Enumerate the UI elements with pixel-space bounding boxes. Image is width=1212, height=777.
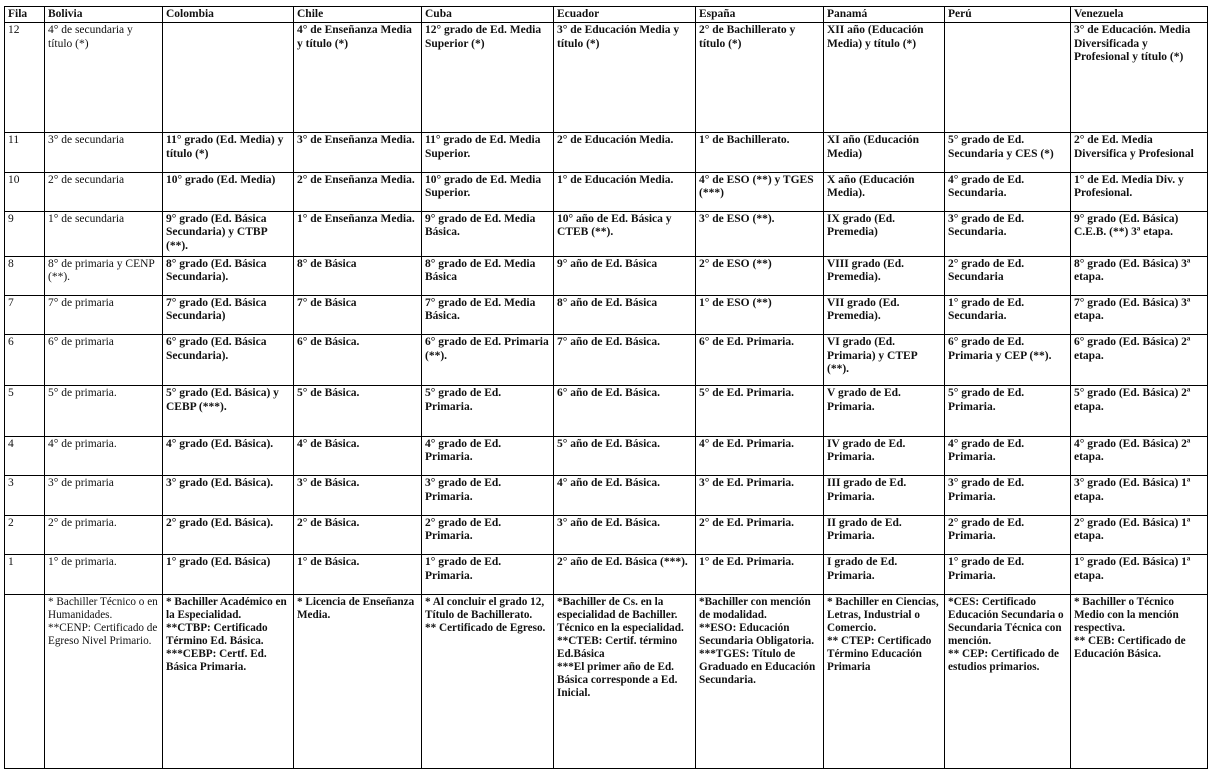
table-cell-bolivia: 5° de primaria. — [45, 386, 163, 437]
table-cell-cuba: 10° grado de Ed. Media Superior. — [422, 172, 554, 211]
table-cell-cuba: 5° grado de Ed. Primaria. — [422, 386, 554, 437]
table-cell-peru: 1° grado de Ed. Primaria. — [945, 555, 1071, 594]
row-number-cell: 1 — [5, 555, 45, 594]
table-cell-espana: 5° de Ed. Primaria. — [696, 386, 824, 437]
table-cell-chile: 3° de Enseñanza Media. — [294, 133, 422, 172]
table-cell-panama: III grado de Ed. Primaria. — [824, 476, 945, 515]
table-cell-espana: 6° de Ed. Primaria. — [696, 335, 824, 386]
table-cell-bolivia: 3° de secundaria — [45, 133, 163, 172]
table-cell-peru: 3° grado de Ed. Secundaria. — [945, 212, 1071, 257]
table-cell-cuba: 1° grado de Ed. Primaria. — [422, 555, 554, 594]
table-cell-bolivia: 3° de primaria — [45, 476, 163, 515]
table-cell-colombia: 1° grado (Ed. Básica) — [163, 555, 294, 594]
table-cell-chile: 3° de Básica. — [294, 476, 422, 515]
table-cell-chile: 5° de Básica. — [294, 386, 422, 437]
table-cell-venezuela: 4° grado (Ed. Básica) 2ª etapa. — [1071, 437, 1208, 476]
row-number-cell: 12 — [5, 23, 45, 133]
row-number-cell: 10 — [5, 172, 45, 211]
table-cell-venezuela: 2° de Ed. Media Diversifica y Profesional — [1071, 133, 1208, 172]
table-cell-espana: 2° de ESO (**) — [696, 256, 824, 295]
table-row — [5, 23, 1208, 133]
table-cell-ecuador: 4° año de Ed. Básica. — [554, 476, 696, 515]
table-cell-colombia: 5° grado (Ed. Básica) y CEBP (***). — [163, 386, 294, 437]
table-cell-cuba: 7° grado de Ed. Media Básica. — [422, 296, 554, 335]
column-header-peru: Perú — [945, 7, 1071, 23]
table-cell-peru: 4° grado de Ed. Primaria. — [945, 437, 1071, 476]
table-cell-panama: II grado de Ed. Primaria. — [824, 515, 945, 554]
table-cell-cuba: 3° grado de Ed. Primaria. — [422, 476, 554, 515]
table-cell-panama: I grado de Ed. Primaria. — [824, 555, 945, 594]
table-row — [5, 386, 1208, 437]
table-cell-peru — [945, 23, 1071, 133]
table-cell-ecuador: 3° de Educación Media y título (*) — [554, 23, 696, 133]
row-number-cell: 3 — [5, 476, 45, 515]
table-cell-cuba: 4° grado de Ed. Primaria. — [422, 437, 554, 476]
table-cell-espana: 4° de Ed. Primaria. — [696, 437, 824, 476]
table-cell-peru: 5° grado de Ed. Primaria. — [945, 386, 1071, 437]
table-cell-cuba: 11° grado de Ed. Media Superior. — [422, 133, 554, 172]
table-cell-ecuador: 3° año de Ed. Básica. — [554, 515, 696, 554]
table-cell-venezuela: 3° de Educación. Media Diversificada y Profesional y título (*) — [1071, 23, 1208, 133]
table-cell-chile: 4° de Enseñanza Media y título (*) — [294, 23, 422, 133]
table-cell-bolivia: 1° de primaria. — [45, 555, 163, 594]
table-cell-ecuador: 2° de Educación Media. — [554, 133, 696, 172]
table-row — [5, 133, 1208, 172]
table-cell-ecuador: 6° año de Ed. Básica. — [554, 386, 696, 437]
column-header-venezuela: Venezuela — [1071, 7, 1208, 23]
table-cell-ecuador: 7° año de Ed. Básica. — [554, 335, 696, 386]
row-number-cell: 4 — [5, 437, 45, 476]
table-cell-colombia: 11° grado (Ed. Media) y título (*) — [163, 133, 294, 172]
table-row — [5, 296, 1208, 335]
table-cell-espana: 4° de ESO (**) y TGES (***) — [696, 172, 824, 211]
table-cell-panama: XI año (Educación Media) — [824, 133, 945, 172]
table-cell-chile: 1° de Básica. — [294, 555, 422, 594]
table-cell-peru: 2° grado de Ed. Primaria. — [945, 515, 1071, 554]
note-cell-espana: *Bachiller con mención de modalidad. **ESO: Educación Secundaria Obligatoria. ***TGES: Título de Graduado en Educación Secundaria. — [696, 594, 824, 768]
table-row — [5, 476, 1208, 515]
column-header-panama: Panamá — [824, 7, 945, 23]
table-cell-bolivia: 7° de primaria — [45, 296, 163, 335]
table-row — [5, 335, 1208, 386]
note-cell-fila — [5, 594, 45, 768]
table-cell-venezuela: 2° grado (Ed. Básica) 1ª etapa. — [1071, 515, 1208, 554]
table-cell-cuba: 6° grado de Ed. Primaria (**). — [422, 335, 554, 386]
table-cell-espana: 3° de Ed. Primaria. — [696, 476, 824, 515]
table-cell-peru: 3° grado de Ed. Primaria. — [945, 476, 1071, 515]
table-cell-peru: 4° grado de Ed. Secundaria. — [945, 172, 1071, 211]
notes-row — [5, 594, 1208, 768]
table-cell-espana: 1° de ESO (**) — [696, 296, 824, 335]
column-header-fila: Fila — [5, 7, 45, 23]
table-cell-ecuador: 2° año de Ed. Básica (***). — [554, 555, 696, 594]
table-row — [5, 212, 1208, 257]
table-cell-panama: VII grado (Ed. Premedia). — [824, 296, 945, 335]
table-cell-espana: 3° de ESO (**). — [696, 212, 824, 257]
column-header-bolivia: Bolivia — [45, 7, 163, 23]
table-cell-chile: 8° de Básica — [294, 256, 422, 295]
table-cell-ecuador: 5° año de Ed. Básica. — [554, 437, 696, 476]
table-cell-venezuela: 5° grado (Ed. Básica) 2ª etapa. — [1071, 386, 1208, 437]
table-cell-ecuador: 9° año de Ed. Básica — [554, 256, 696, 295]
table-cell-panama: XII año (Educación Media) y título (*) — [824, 23, 945, 133]
row-number-cell: 6 — [5, 335, 45, 386]
table-cell-panama: IV grado de Ed. Primaria. — [824, 437, 945, 476]
table-cell-venezuela: 3° grado (Ed. Básica) 1ª etapa. — [1071, 476, 1208, 515]
column-header-espana: España — [696, 7, 824, 23]
table-cell-chile: 7° de Básica — [294, 296, 422, 335]
table-cell-colombia: 2° grado (Ed. Básica). — [163, 515, 294, 554]
table-cell-panama: VIII grado (Ed. Premedia). — [824, 256, 945, 295]
table-cell-venezuela: 7° grado (Ed. Básica) 3ª etapa. — [1071, 296, 1208, 335]
table-cell-colombia: 7° grado (Ed. Básica Secundaria) — [163, 296, 294, 335]
table-cell-peru: 6° grado de Ed. Primaria y CEP (**). — [945, 335, 1071, 386]
table-row — [5, 172, 1208, 211]
note-cell-ecuador: *Bachiller de Cs. en la especialidad de Bachiller. Técnico en la especialidad. **CTEB: Certif. término Ed.Básica ***El primer año de Ed. Básica corresponde a Ed. Inicial. — [554, 594, 696, 768]
table-cell-venezuela: 1° de Ed. Media Div. y Profesional. — [1071, 172, 1208, 211]
note-cell-panama: * Bachiller en Ciencias, Letras, Industrial o Comercio. ** CTEP: Certificado Término Educación Primaria — [824, 594, 945, 768]
table-cell-chile: 4° de Básica. — [294, 437, 422, 476]
row-number-cell: 9 — [5, 212, 45, 257]
table-cell-bolivia: 4° de primaria. — [45, 437, 163, 476]
table-cell-chile: 2° de Básica. — [294, 515, 422, 554]
table-cell-bolivia: 8° de primaria y CENP (**). — [45, 256, 163, 295]
row-number-cell: 2 — [5, 515, 45, 554]
note-cell-bolivia: * Bachiller Técnico o en Humanidades. **CENP: Certificado de Egreso Nivel Primario. — [45, 594, 163, 768]
table-row — [5, 515, 1208, 554]
table-cell-peru: 1° grado de Ed. Secundaria. — [945, 296, 1071, 335]
table-cell-ecuador: 8° año de Ed. Básica — [554, 296, 696, 335]
column-header-ecuador: Ecuador — [554, 7, 696, 23]
table-cell-chile: 2° de Enseñanza Media. — [294, 172, 422, 211]
column-header-colombia: Colombia — [163, 7, 294, 23]
table-cell-venezuela: 6° grado (Ed. Básica) 2ª etapa. — [1071, 335, 1208, 386]
table-cell-chile: 6° de Básica. — [294, 335, 422, 386]
table-cell-colombia: 3° grado (Ed. Básica). — [163, 476, 294, 515]
table-cell-espana: 1° de Bachillerato. — [696, 133, 824, 172]
table-cell-ecuador: 1° de Educación Media. — [554, 172, 696, 211]
row-number-cell: 11 — [5, 133, 45, 172]
row-number-cell: 7 — [5, 296, 45, 335]
table-cell-colombia: 6° grado (Ed. Básica Secundaria). — [163, 335, 294, 386]
table-cell-colombia: 10° grado (Ed. Media) — [163, 172, 294, 211]
table-cell-bolivia: 4° de secundaria y título (*) — [45, 23, 163, 133]
table-cell-ecuador: 10° año de Ed. Básica y CTEB (**). — [554, 212, 696, 257]
note-cell-cuba: * Al concluir el grado 12, Título de Bachillerato. ** Certificado de Egreso. — [422, 594, 554, 768]
table-cell-cuba: 12° grado de Ed. Media Superior (*) — [422, 23, 554, 133]
table-cell-bolivia: 6° de primaria — [45, 335, 163, 386]
table-cell-colombia — [163, 23, 294, 133]
education-levels-table — [4, 6, 1208, 769]
table-cell-cuba: 2° grado de Ed. Primaria. — [422, 515, 554, 554]
table-cell-venezuela: 1° grado (Ed. Básica) 1ª etapa. — [1071, 555, 1208, 594]
table-row — [5, 256, 1208, 295]
table-cell-venezuela: 8° grado (Ed. Básica) 3ª etapa. — [1071, 256, 1208, 295]
table-cell-colombia: 9° grado (Ed. Básica Secundaria) y CTBP (**). — [163, 212, 294, 257]
note-cell-chile: * Licencia de Enseñanza Media. — [294, 594, 422, 768]
table-cell-panama: IX grado (Ed. Premedia) — [824, 212, 945, 257]
table-cell-colombia: 8° grado (Ed. Básica Secundaria). — [163, 256, 294, 295]
table-cell-venezuela: 9° grado (Ed. Básica) C.E.B. (**) 3ª etapa. — [1071, 212, 1208, 257]
header-row — [5, 7, 1208, 23]
table-row — [5, 555, 1208, 594]
table-cell-panama: X año (Educación Media). — [824, 172, 945, 211]
note-cell-venezuela: * Bachiller o Técnico Medio con la mención respectiva. ** CEB: Certificado de Educación Básica. — [1071, 594, 1208, 768]
table-cell-panama: V grado de Ed. Primaria. — [824, 386, 945, 437]
column-header-cuba: Cuba — [422, 7, 554, 23]
row-number-cell: 5 — [5, 386, 45, 437]
table-cell-chile: 1° de Enseñanza Media. — [294, 212, 422, 257]
table-cell-bolivia: 2° de primaria. — [45, 515, 163, 554]
table-cell-colombia: 4° grado (Ed. Básica). — [163, 437, 294, 476]
table-row — [5, 437, 1208, 476]
table-cell-cuba: 8° grado de Ed. Media Básica — [422, 256, 554, 295]
column-header-chile: Chile — [294, 7, 422, 23]
table-cell-cuba: 9° grado de Ed. Media Básica. — [422, 212, 554, 257]
table-cell-panama: VI grado (Ed. Primaria) y CTEP (**). — [824, 335, 945, 386]
table-cell-espana: 1° de Ed. Primaria. — [696, 555, 824, 594]
note-cell-peru: *CES: Certificado Educación Secundaria o Secundaria Técnica con mención. ** CEP: Certificado de estudios primarios. — [945, 594, 1071, 768]
row-number-cell: 8 — [5, 256, 45, 295]
note-cell-colombia: * Bachiller Académico en la Especialidad. **CTBP: Certificado Término Ed. Básica. ***CEBP: Certf. Ed. Básica Primaria. — [163, 594, 294, 768]
table-cell-bolivia: 1° de secundaria — [45, 212, 163, 257]
table-cell-peru: 2° grado de Ed. Secundaria — [945, 256, 1071, 295]
table-cell-espana: 2° de Ed. Primaria. — [696, 515, 824, 554]
table-cell-peru: 5° grado de Ed. Secundaria y CES (*) — [945, 133, 1071, 172]
table-cell-espana: 2° de Bachillerato y título (*) — [696, 23, 824, 133]
table-cell-bolivia: 2° de secundaria — [45, 172, 163, 211]
